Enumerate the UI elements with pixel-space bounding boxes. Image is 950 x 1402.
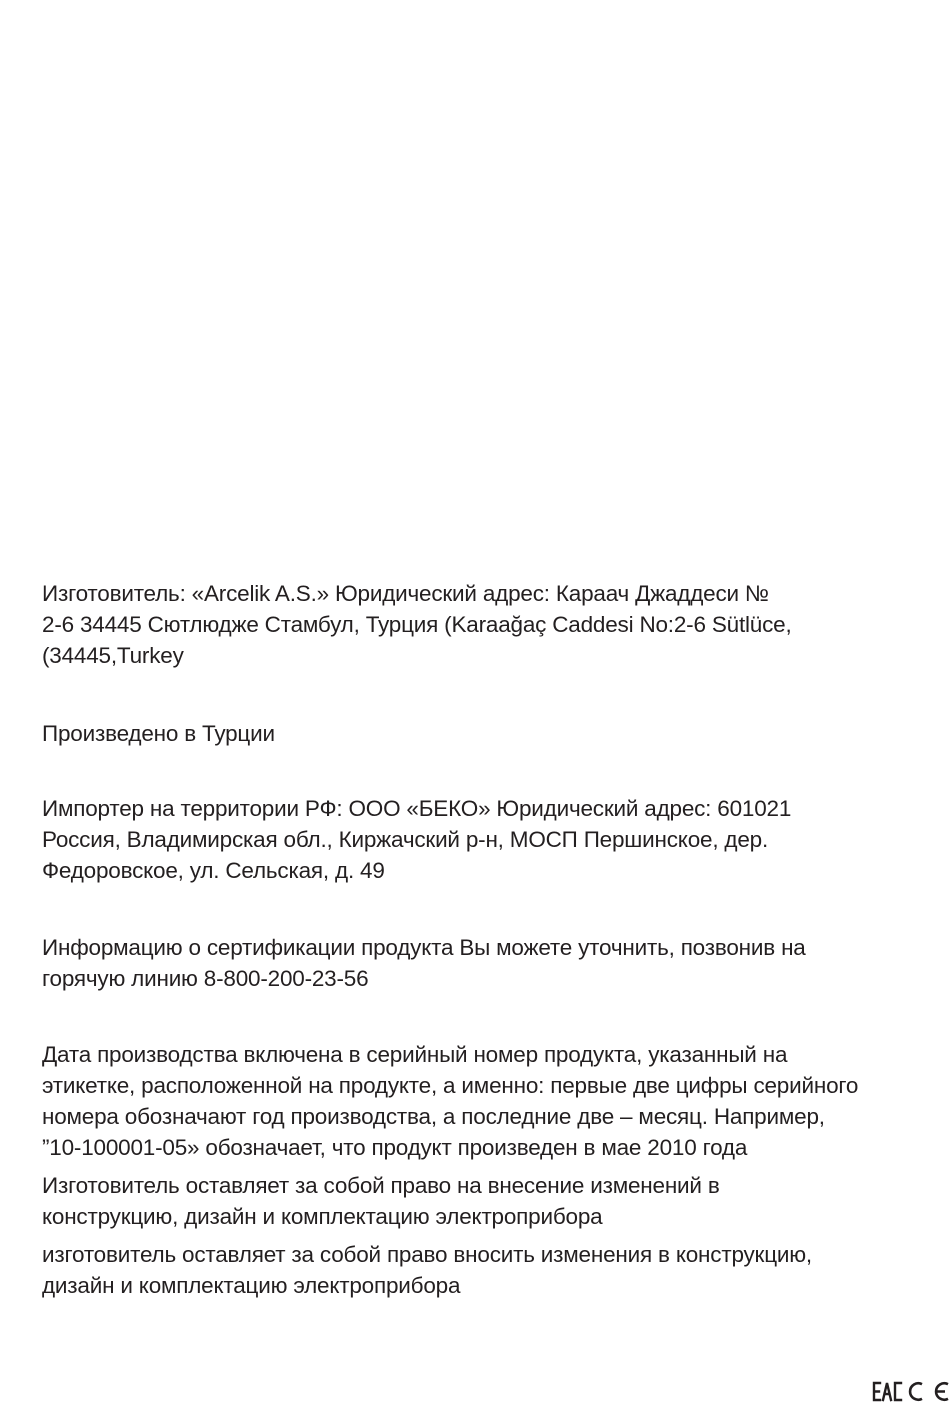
production-date-line: ”10-100001-05» обозначает, что продукт произведен в мае 2010 года [42,1135,748,1160]
manufacturer-line: Изготовитель: «Arcelik A.S.» Юридический адрес: Караач Джаддеси № [42,581,769,606]
conformity-marks-svg [872,1381,950,1402]
production-date-line: Дата производства включена в серийный номер продукта, указанный на [42,1042,788,1067]
origin-line: Произведено в Турции [42,721,275,746]
rights-notice-paragraph [42,1239,950,1301]
manufacturer-paragraph [42,578,950,671]
production-date-paragraph [42,1039,950,1163]
importer-line: Импортер на территории РФ: ООО «БЕКО» Юридический адрес: 601021 [42,796,792,821]
rights-notice-line: Изготовитель оставляет за собой право на внесение изменений в [42,1173,720,1198]
manufacturer-line: (34445,Turkey [42,643,184,668]
eac-mark-icon [874,1383,901,1400]
origin-paragraph [42,718,950,749]
importer-line: Россия, Владимирская обл., Киржачский р-н, МОСП Першинское, дер. [42,827,769,852]
conformity-marks [872,1381,950,1402]
rights-notice-line: изготовитель оставляет за собой право вносить изменения в конструкцию, [42,1242,812,1267]
certification-paragraph [42,932,950,994]
ce-mark-icon [910,1383,948,1399]
production-date-line: номера обозначают год производства, а последние две – месяц. Например, [42,1104,825,1129]
rights-notice-line: конструкцию, дизайн и комплектацию электроприбора [42,1204,603,1229]
certification-line: горячую линию 8-800-200-23-56 [42,966,369,991]
importer-paragraph [42,793,950,886]
certification-line: Информацию о сертификации продукта Вы можете уточнить, позвонив на [42,935,806,960]
rights-notice-line: дизайн и комплектацию электроприбора [42,1273,461,1298]
manufacturer-line: 2-6 34445 Сютлюдже Стамбул, Турция (Karaağaç Caddesi No:2-6 Sütlüce, [42,612,792,637]
rights-notice-paragraph [42,1170,950,1232]
importer-line: Федоровское, ул. Сельская, д. 49 [42,858,385,883]
production-date-line: этикетке, расположенной на продукте, а именно: первые две цифры серийного [42,1073,859,1098]
